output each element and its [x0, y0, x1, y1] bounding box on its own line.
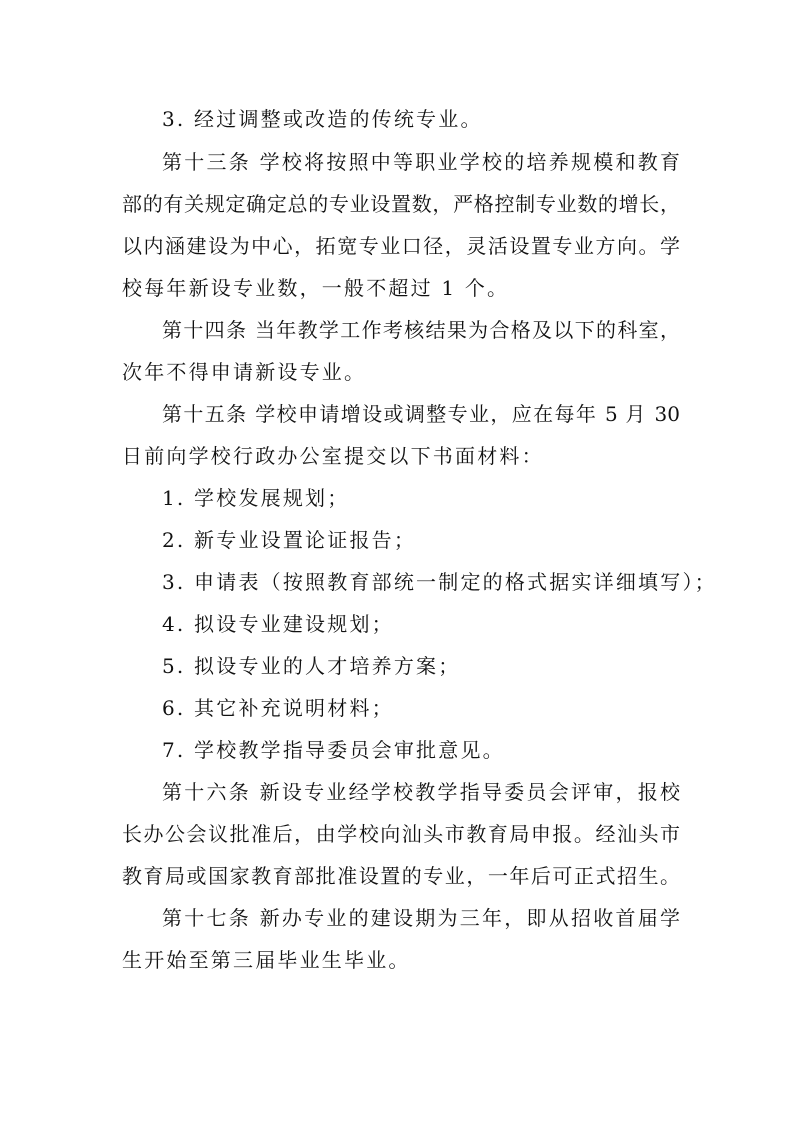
text-line: 以内涵建设为中心，拓宽专业口径，灵活设置专业方向。学 [122, 234, 680, 258]
article-17-line: 第十七条 新办专业的建设期为三年，即从招收首届学 [162, 906, 680, 930]
list-item: 7. 学校教学指导委员会审批意见。 [162, 738, 505, 762]
text-line: 生开始至第三届毕业生毕业。 [122, 948, 411, 972]
list-item: 3. 申请表（按照教育部统一制定的格式据实详细填写）； [162, 570, 717, 594]
list-item: 4. 拟设专业建设规划； [162, 612, 394, 636]
article-16-line: 第十六条 新设专业经学校教学指导委员会评审，报校 [162, 780, 680, 804]
list-item: 2. 新专业设置论证报告； [162, 528, 417, 552]
text-line: 长办公会议批准后，由学校向汕头市教育局申报。经汕头市 [122, 822, 680, 846]
text-line: 部的有关规定确定总的专业设置数，严格控制专业数的增长， [122, 192, 680, 216]
article-14-line: 第十四条 当年教学工作考核结果为合格及以下的科室， [162, 318, 680, 342]
article-15-line: 第十五条 学校申请增设或调整专业，应在每年 5 月 30 [162, 402, 680, 426]
text-line: 次年不得申请新设专业。 [122, 360, 367, 384]
text-line: 日前向学校行政办公室提交以下书面材料： [122, 444, 544, 468]
list-item: 6. 其它补充说明材料； [162, 696, 394, 720]
list-item: 5. 拟设专业的人才培养方案； [162, 654, 461, 678]
text-line: 3. 经过调整或改造的传统专业。 [162, 107, 483, 131]
article-13-line: 第十三条 学校将按照中等职业学校的培养规模和教育 [162, 150, 680, 174]
text-line: 教育局或国家教育部批准设置的专业，一年后可正式招生。 [122, 864, 680, 888]
text-line: 校每年新设专业数，一般不超过 1 个。 [122, 276, 510, 300]
list-item: 1. 学校发展规划； [162, 486, 350, 510]
